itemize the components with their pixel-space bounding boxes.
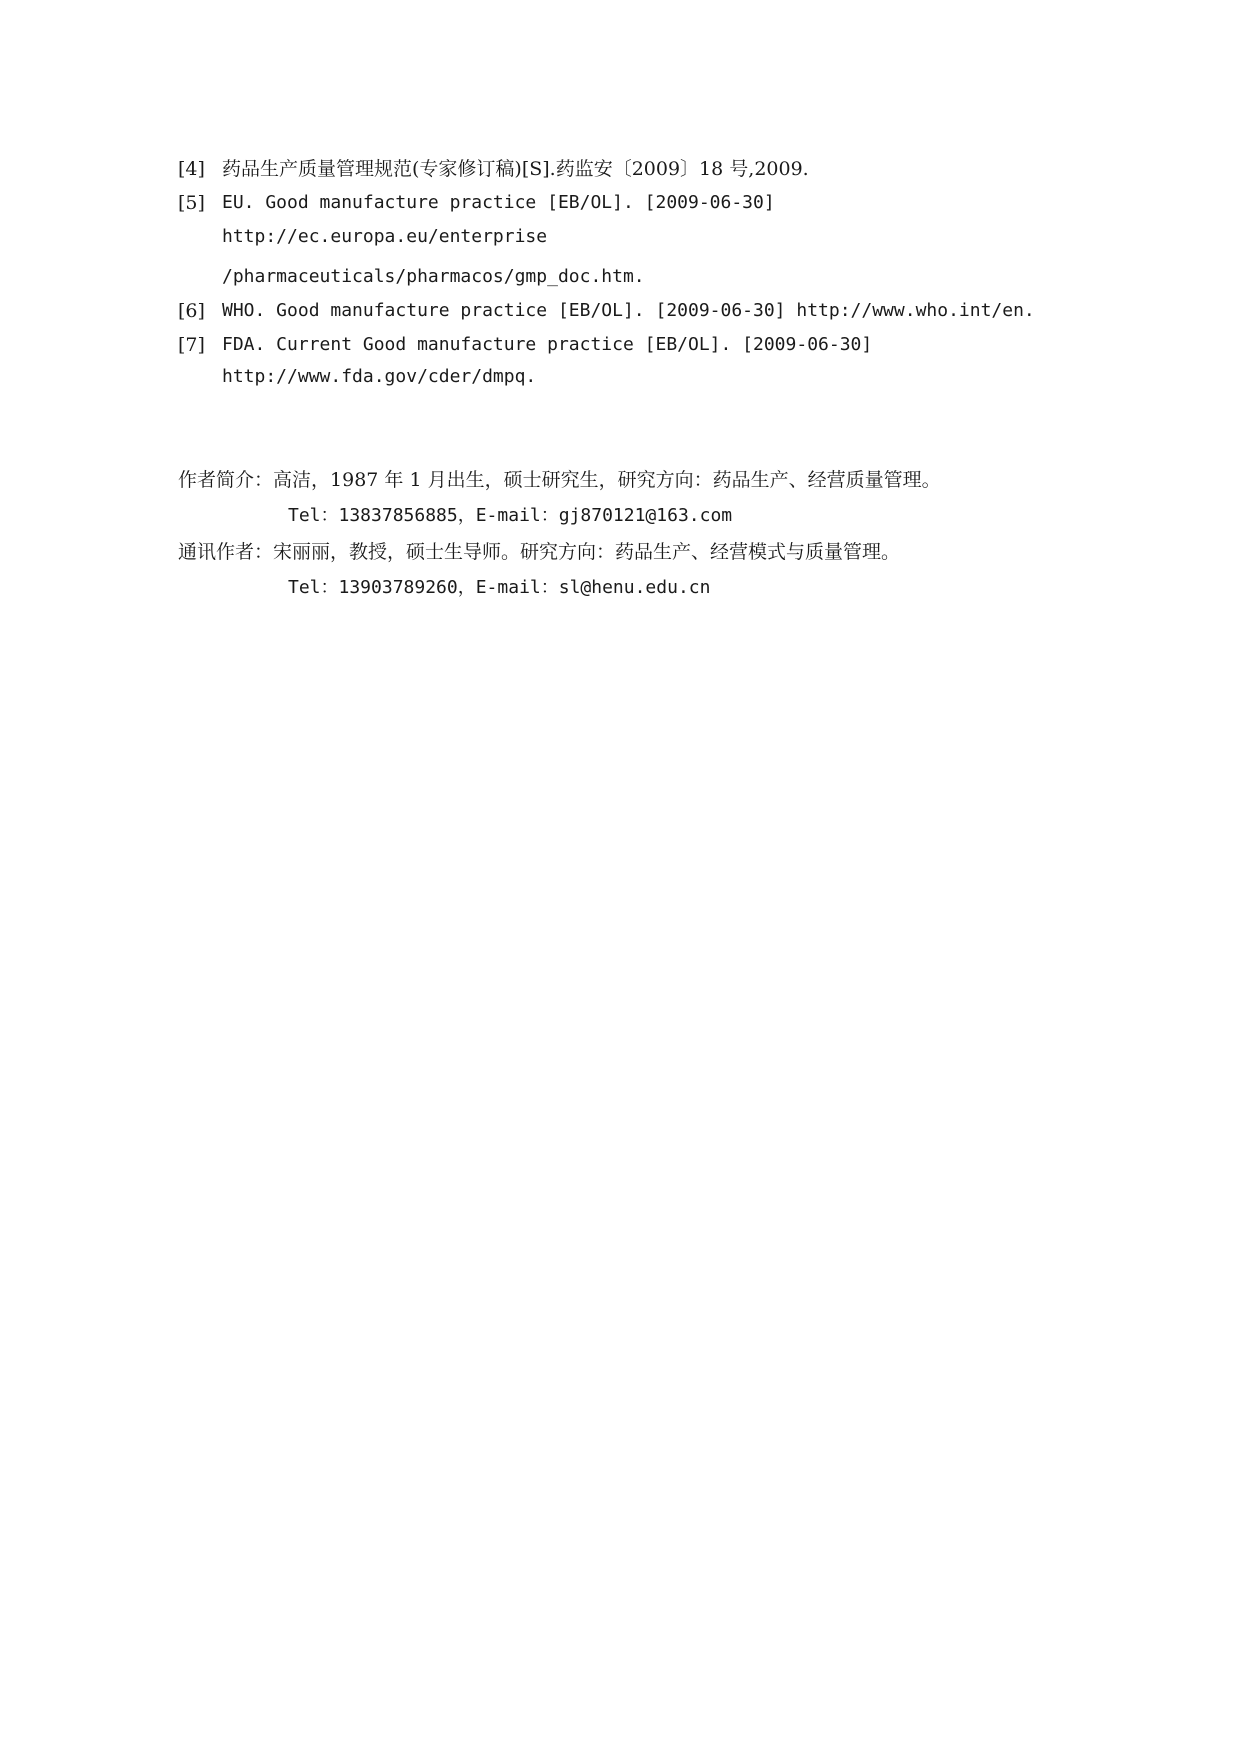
corresponding-author-line xyxy=(178,534,1108,570)
reference-number: [7] xyxy=(178,334,205,356)
reference-continuation: http://www.fda.gov/cder/dmpq. xyxy=(222,366,537,387)
author-info xyxy=(178,462,1108,606)
corresponding-author-text: 宋丽丽，教授，硕士生导师。研究方向：药品生产、经营模式与质量管理。 xyxy=(273,541,901,563)
reference-text: WHO. Good manufacture practice [EB/OL]. [2009-06-30] http://www.who.int/en. xyxy=(222,300,1035,321)
reference-number: [5] xyxy=(178,192,205,214)
reference-continuation: /pharmaceuticals/pharmacos/gmp_doc.htm. xyxy=(222,266,645,287)
reference-item xyxy=(178,328,1108,394)
author-intro-label: 作者简介： xyxy=(178,469,274,491)
reference-text: EU. Good manufacture practice [EB/OL]. [2009-06-30] http://ec.europa.eu/enterprise xyxy=(222,192,775,247)
reference-item xyxy=(178,186,1108,294)
corresponding-author-contact: Tel：13903789260，E-mail：sl@henu.edu.cn xyxy=(288,577,711,598)
corresponding-author-label: 通讯作者： xyxy=(178,541,274,563)
reference-number: [4] xyxy=(178,158,205,180)
author-contact: Tel：13837856885，E-mail：gj870121@163.com xyxy=(288,505,733,526)
reference-text: FDA. Current Good manufacture practice [EB/OL]. [2009-06-30] xyxy=(222,334,873,355)
reference-item xyxy=(178,152,1108,186)
author-intro-text: 高洁，1987 年 1 月出生，硕士研究生，研究方向：药品生产、经营质量管理。 xyxy=(273,469,941,491)
author-intro-line xyxy=(178,462,1108,498)
reference-list xyxy=(178,152,1108,394)
reference-item xyxy=(178,294,1108,328)
reference-text: 药品生产质量管理规范(专家修订稿)[S].药监安〔2009〕18 号,2009. xyxy=(222,158,809,180)
reference-number: [6] xyxy=(178,300,205,322)
